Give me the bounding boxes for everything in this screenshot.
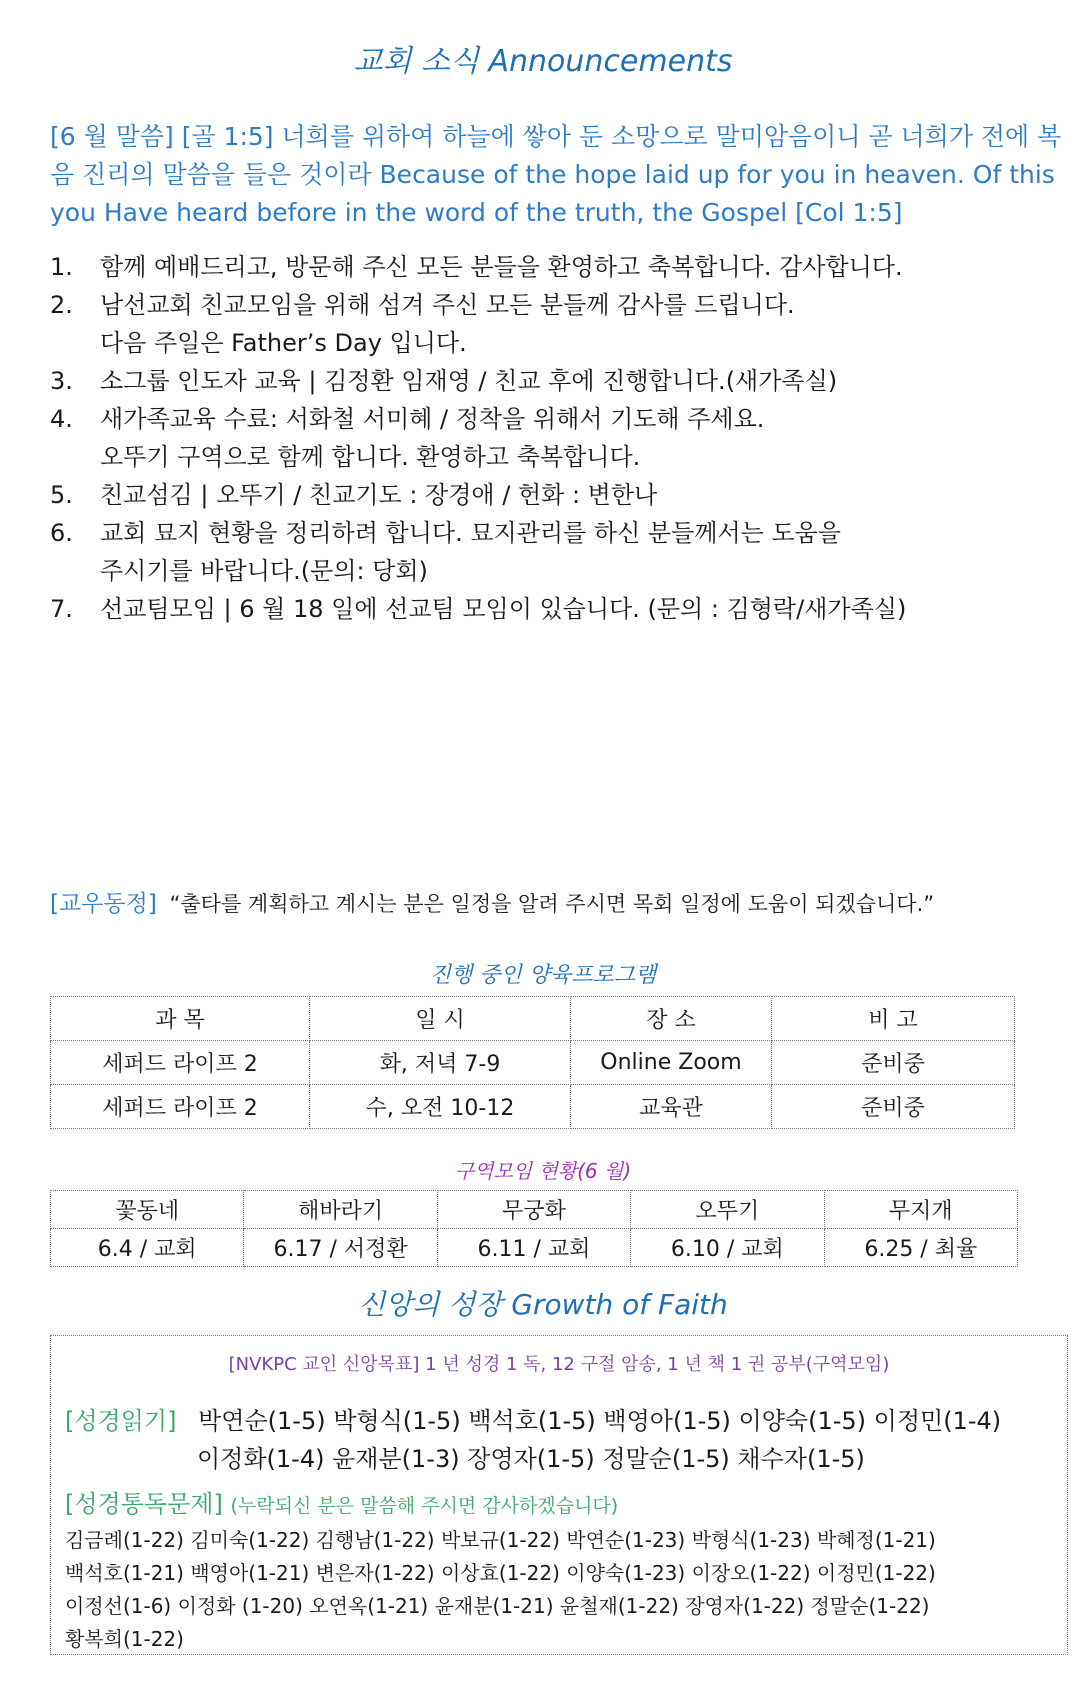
bible-problem-line: 백석호(1-21) 백영아(1-21) 변은자(1-22) 이상효(1-22) 이양숙(1-23) 이장오(1-22) 이정민(1-22) — [65, 1561, 936, 1585]
header-cell: 과 목 — [51, 997, 310, 1041]
table-cell: 세퍼드 라이프 2 — [51, 1041, 310, 1085]
table-header-row — [51, 1191, 1018, 1229]
table-row — [51, 1229, 1018, 1267]
item-text: 선교팀모임 | 6 월 18 일에 선교팀 모임이 있습니다. (문의 : 김형락/새가족실) — [100, 595, 907, 623]
table-cell: 세퍼드 라이프 2 — [51, 1085, 310, 1129]
item-text: 남선교회 친교모임을 위해 섬겨 주신 모든 분들께 감사를 드립니다. — [100, 291, 795, 319]
district-schedule: 6.10 / 교회 — [631, 1229, 824, 1267]
district-schedule: 6.25 / 최율 — [824, 1229, 1017, 1267]
announcement-item — [50, 286, 1060, 362]
bible-reading — [65, 1402, 1055, 1478]
table-cell: 화, 저녁 7-9 — [310, 1041, 571, 1085]
announcement-item — [50, 590, 1060, 628]
announcement-item — [50, 476, 1060, 514]
bible-reading-line: 이정화(1-4) 윤재분(1-3) 장영자(1-5) 정말순(1-5) 채수자(1-5) — [197, 1445, 865, 1473]
table-row — [51, 1085, 1015, 1129]
bible-problem-line: 이정선(1-6) 이정화 (1-20) 오연옥(1-21) 윤재분(1-21) 윤철재(1-22) 장영자(1-22) 정말순(1-22) — [65, 1594, 930, 1618]
item-text: 오뚜기 구역으로 함께 합니다. 환영하고 축복합니다. — [100, 443, 641, 471]
district-name: 무궁화 — [437, 1191, 630, 1229]
program-title: 진행 중인 양육프로그램 — [429, 963, 657, 988]
bible-problem-line: 김금례(1-22) 김미숙(1-22) 김행남(1-22) 박보규(1-22) 박연순(1-23) 박형식(1-23) 박혜정(1-21) — [65, 1528, 936, 1552]
announcement-list — [50, 248, 1060, 628]
item-text: 주시기를 바랍니다.(문의: 당회) — [100, 557, 428, 585]
district-table — [50, 1190, 1018, 1267]
item-number: 5. — [50, 481, 73, 509]
district-name: 무지개 — [824, 1191, 1017, 1229]
announcements-title: 교회 소식 Announcements — [353, 44, 733, 79]
growth-title: 신앙의 성장 Growth of Faith — [358, 1288, 728, 1321]
bible-problem-list — [65, 1524, 1060, 1656]
member-news-text: “출타를 계획하고 계시는 분은 일정을 알려 주시면 목회 일정에 도움이 되겠습니다.” — [169, 892, 935, 916]
item-text: 새가족교육 수료: 서화철 서미혜 / 정착을 위해서 기도해 주세요. — [100, 405, 765, 433]
item-number: 2. — [50, 291, 73, 319]
district-schedule: 6.4 / 교회 — [51, 1229, 244, 1267]
announcement-item — [50, 514, 1060, 590]
table-row — [51, 1041, 1015, 1085]
member-news — [50, 885, 1060, 918]
bible-problem-note: (누락되신 분은 말씀해 주시면 감사하겠습니다) — [230, 1495, 619, 1517]
table-cell: 준비중 — [772, 1041, 1015, 1085]
item-text: 친교섬김 | 오뚜기 / 친교기도 : 장경애 / 헌화 : 변한나 — [100, 481, 658, 509]
district-title: 구역모임 현황(6 월) — [454, 1159, 632, 1183]
announcement-item — [50, 400, 1060, 476]
bible-reading-label: [성경읽기] — [65, 1407, 177, 1435]
item-text: 교회 묘지 현황을 정리하려 합니다. 묘지관리를 하신 분들께서는 도움을 — [100, 519, 841, 547]
bible-problem-line: 황복희(1-22) — [65, 1627, 184, 1651]
monthly-verse: [6 월 말씀] [골 1:5] 너희를 위하여 하늘에 쌓아 둔 소망으로 말미암음이니 곧 너희가 전에 복음 진리의 말씀을 들은 것이라 Because of the hope laid up for you in heaven. Of this you Have heard before in the word of the truth, the Gospel [Col 1:5] — [50, 122, 1062, 227]
header-cell: 일 시 — [310, 997, 571, 1041]
district-name: 해바라기 — [244, 1191, 437, 1229]
item-number: 4. — [50, 405, 73, 433]
item-text: 다음 주일은 Father’s Day 입니다. — [100, 329, 467, 357]
item-number: 3. — [50, 367, 73, 395]
header-cell: 비 고 — [772, 997, 1015, 1041]
member-news-label: [교우동정] — [50, 891, 157, 917]
announcement-item — [50, 248, 1060, 286]
district-name: 꽃동네 — [51, 1191, 244, 1229]
growth-box — [50, 1335, 1068, 1655]
program-table — [50, 996, 1015, 1129]
table-cell: 준비중 — [772, 1085, 1015, 1129]
table-cell: 교육관 — [571, 1085, 772, 1129]
district-name: 오뚜기 — [631, 1191, 824, 1229]
header-cell: 장 소 — [571, 997, 772, 1041]
item-text: 소그룹 인도자 교육 | 김정환 임재영 / 친교 후에 진행합니다.(새가족실) — [100, 367, 838, 395]
table-cell: Online Zoom — [571, 1041, 772, 1085]
item-text: 함께 예배드리고, 방문해 주신 모든 분들을 환영하고 축복합니다. 감사합니다. — [100, 253, 903, 281]
item-number: 7. — [50, 595, 73, 623]
faith-goal: [NVKPC 교인 신앙목표] 1 년 성경 1 독, 12 구절 암송, 1 년 책 1 권 공부(구역모임) — [228, 1354, 890, 1375]
bible-problem-label: [성경통독문제] — [65, 1490, 223, 1518]
district-schedule: 6.11 / 교회 — [437, 1229, 630, 1267]
district-schedule: 6.17 / 서정환 — [244, 1229, 437, 1267]
bible-reading-line: 박연순(1-5) 박형식(1-5) 백석호(1-5) 백영아(1-5) 이양숙(1-5) 이정민(1-4) — [198, 1407, 1002, 1435]
item-number: 1. — [50, 253, 73, 281]
bible-problem-heading — [65, 1484, 618, 1519]
announcement-item — [50, 362, 1060, 400]
table-cell: 수, 오전 10-12 — [310, 1085, 571, 1129]
item-number: 6. — [50, 519, 73, 547]
table-header-row — [51, 997, 1015, 1041]
